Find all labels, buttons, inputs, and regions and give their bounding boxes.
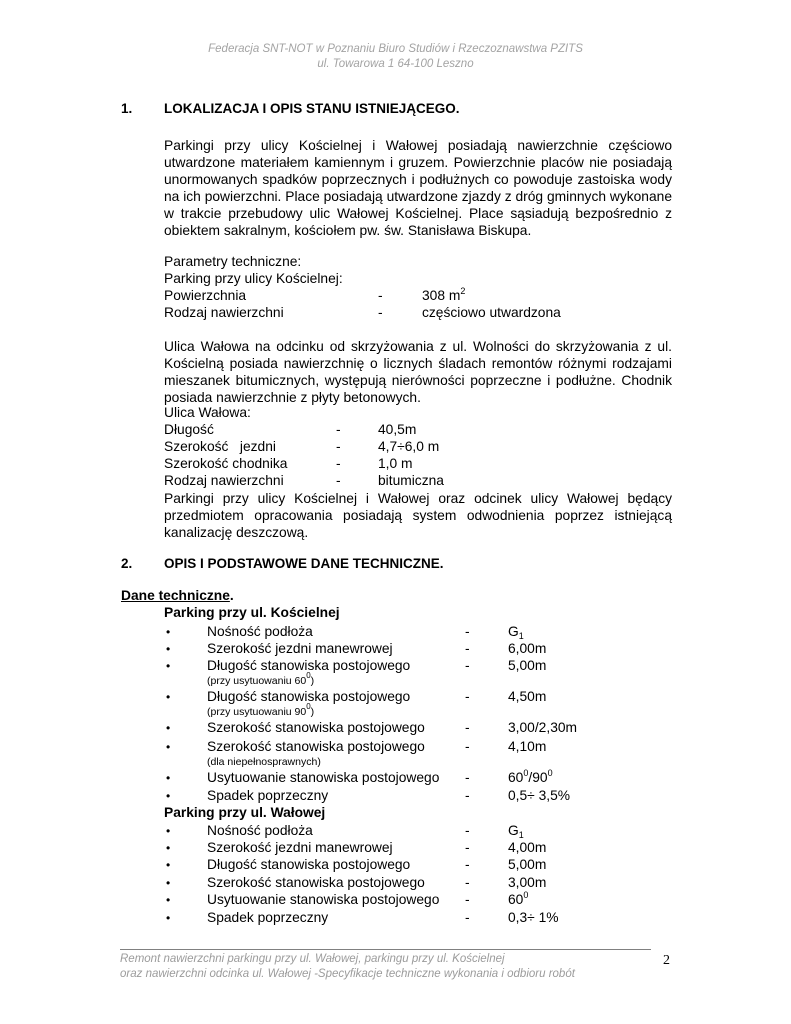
row-label: Szerokość jezdni (164, 439, 276, 454)
row-dash: - (378, 305, 383, 320)
section-1-paragraph-3: Parkingi przy ulicy Kościelnej i Wałowej oraz odcinek ulicy Wałowej będący przedmiotem opracowania posiadają system odwodnienia poprzez istniejącą kanalizację deszczową. (164, 491, 672, 540)
bullet-item (0, 689, 791, 706)
value-superscript: 0 (523, 768, 529, 778)
bullet-item (0, 840, 791, 857)
street-row (0, 439, 791, 456)
bullet-item (0, 641, 791, 658)
item-dash: - (465, 892, 470, 907)
parking-row (0, 305, 791, 322)
row-label: Powierzchnia (164, 288, 247, 303)
item-label: Długość stanowiska postojowego (207, 857, 411, 872)
bullet-item (0, 720, 791, 737)
item-label: Usytuowanie stanowiska postojowego (207, 770, 440, 785)
bullet-icon: • (166, 771, 171, 785)
header-line-2: ul. Towarowa 1 64-100 Leszno (317, 58, 474, 70)
value-text: 308 m (422, 288, 461, 303)
bullet-icon: • (166, 690, 171, 704)
item-note: (przy usytuowaniu $90^0$) (207, 702, 315, 718)
row-dash: - (336, 439, 341, 454)
bullet-icon: • (166, 625, 171, 639)
bullet-item (0, 658, 791, 675)
street-label: Ulica Wałowa: (164, 405, 251, 420)
bullet-item (0, 823, 791, 840)
note-superscript: 0 (306, 702, 311, 711)
item-label: Spadek poprzeczny (207, 910, 329, 925)
value-subscript: 1 (518, 631, 524, 641)
bullet-icon: • (166, 824, 171, 838)
footer-line-1: Remont nawierzchni parkingu przy ul. Wałowej, parkingu przy ul. Kościelnej (120, 953, 505, 965)
header-line-1: Federacja SNT-NOT w Poznaniu Biuro Studiów i Rzeczoznawstwa PZITS (208, 43, 583, 55)
item-value: 5,00m (508, 658, 547, 673)
item-dash: - (465, 857, 470, 872)
parking-label: Parking przy ulicy Kościelnej: (164, 271, 343, 286)
section-1-number: 1. (121, 101, 133, 116)
item-label: Spadek poprzeczny (207, 788, 329, 803)
bullet-item (0, 788, 791, 805)
row-label: Szerokość chodnika (164, 456, 288, 471)
item-value: 4,50m (508, 689, 547, 704)
section-2-title: OPIS I PODSTAWOWE DANE TECHNICZNE. (164, 556, 444, 571)
section-1-paragraph-1: Parkingi przy ulicy Kościelnej i Wałowej posiadają nawierzchnie częściowo utwardzone materiałem kamiennym i gruzem. Powierzchnie placów nie posiadają unormowanych spadków poprzecznych i podłużnych co powoduje zastoiska wody na ich powierzchni. Place posiadają utwardzone zjazdy z dróg gminnych wykonane w trakcie przebudowy ulic Wałowej Kościelnej. Place sąsiadują bezpośrednio z obiektem sakralnym, kościołem pw. św. Stanisława Biskupa. (164, 138, 672, 238)
value-superscript: 0 (523, 890, 529, 900)
note-superscript: 0 (306, 671, 311, 680)
item-label: Szerokość stanowiska postojowego (207, 875, 425, 890)
params-label: Parametry techniczne: (164, 254, 302, 269)
bullet-icon: • (166, 789, 171, 803)
item-note: (dla niepełnosprawnych) (207, 756, 321, 768)
item-dash: - (465, 840, 470, 855)
item-dash: - (465, 739, 470, 754)
item-dash: - (465, 770, 470, 785)
bullet-item (0, 770, 791, 787)
row-label: Długość (164, 422, 214, 437)
item-label: Nośność podłoża (207, 823, 313, 838)
bullet-icon: • (166, 858, 171, 872)
row-value: bitumiczna (378, 473, 444, 488)
item-value: $G_1$ (508, 823, 524, 840)
section-1-title: LOKALIZACJA I OPIS STANU ISTNIEJĄCEGO. (164, 101, 460, 116)
item-dash: - (465, 875, 470, 890)
item-value: 4,10m (508, 739, 547, 754)
bullet-icon: • (166, 740, 171, 754)
item-value: 6,00m (508, 641, 547, 656)
row-dash: - (336, 456, 341, 471)
bullet-item (0, 910, 791, 927)
item-value: $60^0$ (508, 890, 529, 907)
item-dash: - (465, 658, 470, 673)
item-label: Szerokość jezdni manewrowej (207, 840, 393, 855)
bullet-item (0, 892, 791, 909)
item-label: Szerokość stanowiska postojowego (207, 739, 425, 754)
item-value: 4,00m (508, 840, 547, 855)
row-label: Rodzaj nawierzchni (164, 473, 284, 488)
street-row (0, 422, 791, 439)
item-dash: - (465, 624, 470, 639)
page-number: 2 (663, 953, 670, 968)
bullet-item (0, 857, 791, 874)
footer-line-2: oraz nawierzchni odcinka ul. Wałowej -Specyfikacje techniczne wykonania i odbioru robót (120, 968, 575, 980)
bullet-icon: • (166, 911, 171, 925)
item-label: Długość stanowiska postojowego (207, 658, 411, 673)
section-1-paragraph-2: Ulica Wałowa na odcinku od skrzyżowania z ul. Wolności do skrzyżowania z ul. Kościelną posiada nawierzchnię o licznych śladach remontów różnymi rodzajami mieszanek bitumicznych, występują nierówności poprzeczne i podłużne. Chodnik posiada nawierzchnie z płyty betonowych. (164, 339, 672, 405)
item-dash: - (465, 689, 470, 704)
item-note: (przy usytuowaniu $60^0$) (207, 671, 315, 687)
value-sup: 2 (460, 286, 466, 296)
item-label: Nośność podłoża (207, 624, 313, 639)
dane-label: Dane techniczne (121, 588, 230, 603)
section-2-number: 2. (121, 556, 133, 571)
item-dash: - (465, 720, 470, 735)
item-label: Szerokość stanowiska postojowego (207, 720, 425, 735)
item-value: $60^0/90^0$ (508, 768, 553, 785)
parking-2-title: Parking przy ul. Wałowej (164, 805, 326, 820)
row-value: 4,7÷6,0 m (378, 439, 440, 454)
bullet-item (0, 875, 791, 892)
bullet-icon: • (166, 659, 171, 673)
item-label: Szerokość jezdni manewrowej (207, 641, 393, 656)
bullet-item (0, 739, 791, 756)
value-superscript: 0 (547, 768, 553, 778)
street-row (0, 456, 791, 473)
row-value: 40,5m (378, 422, 417, 437)
row-dash: - (336, 473, 341, 488)
item-value: $G_1$ (508, 624, 524, 641)
parking-1-title: Parking przy ul. Kościelnej (164, 605, 340, 620)
item-dash: - (465, 641, 470, 656)
footer-divider (120, 949, 651, 950)
value-subscript: 1 (518, 830, 524, 840)
item-label: Długość stanowiska postojowego (207, 689, 411, 704)
bullet-icon: • (166, 721, 171, 735)
row-value (422, 288, 465, 303)
row-label: Rodzaj nawierzchni (164, 305, 284, 320)
row-value: częściowo utwardzona (422, 305, 561, 320)
bullet-icon: • (166, 642, 171, 656)
parking-row (0, 288, 791, 305)
dane-techniczne-heading (121, 588, 234, 603)
item-dash: - (465, 910, 470, 925)
dane-dot: . (229, 588, 234, 603)
item-value: 0,5÷ 3,5% (508, 788, 571, 803)
bullet-icon: • (166, 876, 171, 890)
row-dash: - (378, 288, 383, 303)
item-value: 3,00/2,30m (508, 720, 578, 735)
row-value: 1,0 m (378, 456, 413, 471)
bullet-item (0, 624, 791, 641)
item-label: Usytuowanie stanowiska postojowego (207, 892, 440, 907)
bullet-icon: • (166, 841, 171, 855)
row-dash: - (336, 422, 341, 437)
item-value: 3,00m (508, 875, 547, 890)
item-value: 5,00m (508, 857, 547, 872)
item-value: 0,3÷ 1% (508, 910, 559, 925)
item-dash: - (465, 823, 470, 838)
street-row (0, 473, 791, 490)
item-dash: - (465, 788, 470, 803)
bullet-icon: • (166, 893, 171, 907)
